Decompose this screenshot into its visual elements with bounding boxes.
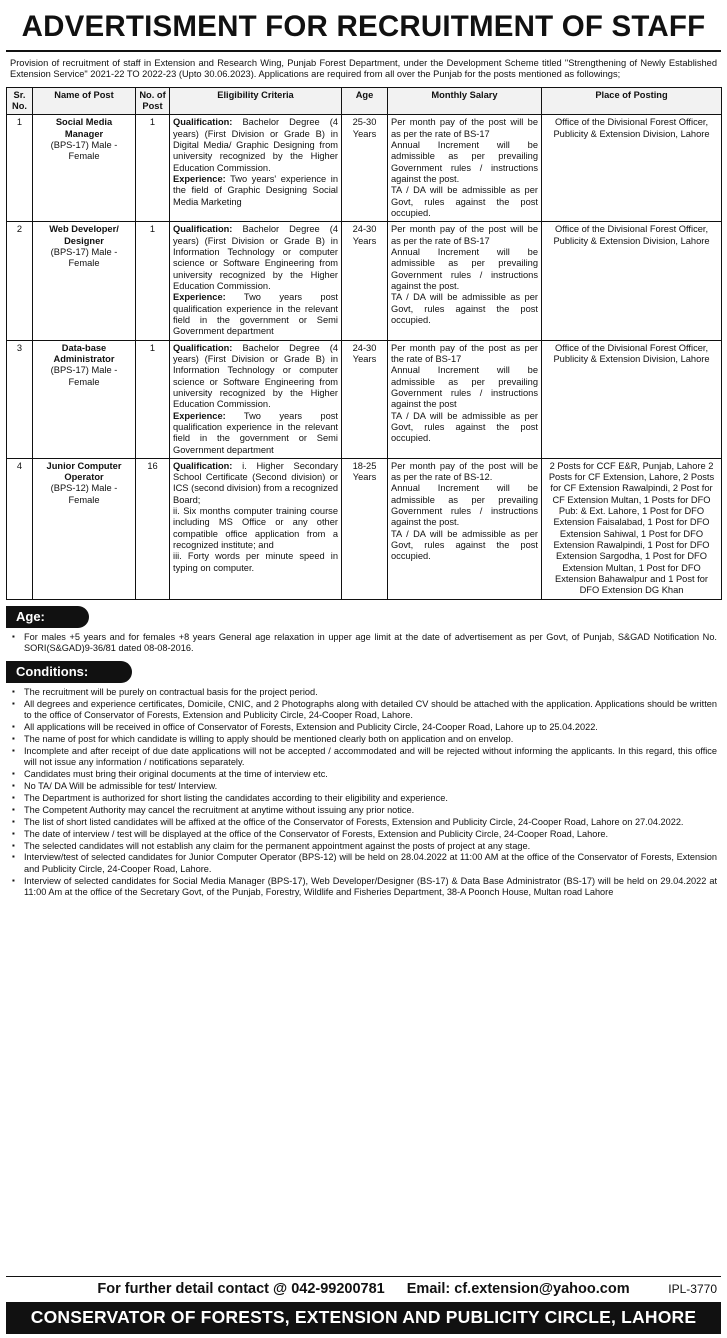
qualification-label: Qualification:	[173, 224, 233, 235]
table-row	[7, 222, 722, 340]
list-item: ▪ Interview of selected candidates for Social Media Manager (BPS-17), Web Developer/Designer (BS-17) & Data Base Administrator (BS-17) will be held on 29.04.2022 at 11:00 Am at the office of the Secretary Govt, of the Punjab, Forestry, Wildlife and Fisheries Department, 38-A Poonch House, Multan road Lahore	[10, 876, 717, 899]
footer-banner: CONSERVATOR OF FORESTS, EXTENSION AND PUBLICITY CIRCLE, LAHORE	[6, 1302, 721, 1334]
salary-cell	[388, 458, 542, 599]
table-header-row	[7, 87, 722, 115]
eligibility-cell	[170, 115, 342, 222]
experience-label: Experience:	[173, 410, 226, 421]
list-item: ▪ The list of short listed candidates will be affixed at the office of the Conservator of Forests, Extension and Publicity Circle, 24-Cooper Road, Lahore on 27.04.2022.	[10, 817, 717, 828]
post-name: Data-base Administrator	[53, 342, 115, 364]
salary-ta-da: TA / DA will be admissible as per Govt, rules against the post occupied.	[391, 185, 538, 218]
header-name-of-post: Name of Post	[33, 87, 136, 115]
post-scale: (BPS-17) Male - Female	[50, 365, 118, 387]
qualification-item-i: i. Higher Secondary School Certificate (Second division) or ICS (second division) from a recognized Board;	[173, 460, 338, 505]
age-cell: 25-30 Years	[342, 115, 388, 222]
sr-cell: 1	[7, 115, 33, 222]
list-item: ▪ All applications will be received in office of Conservator of Forests, Extension and Publicity Circle, 24-Cooper Road, Lahore up to 25.04.2022.	[10, 722, 717, 733]
salary-cell	[388, 115, 542, 222]
contact-row	[6, 1276, 721, 1302]
table-row	[7, 340, 722, 458]
age-cell: 24-30 Years	[342, 222, 388, 340]
post-name: Web Developer/ Designer	[49, 224, 119, 246]
qualification-item-iii: iii. Forty words per minute speed in typing on computer.	[173, 551, 338, 573]
contact-phone: For further detail contact @ 042-99200781	[97, 1280, 385, 1297]
post-name: Social Media Manager	[55, 117, 113, 139]
header-no-of-post: No. of Post	[136, 87, 170, 115]
list-item: ▪ The date of interview / test will be displayed at the office of the Conservator of Forests, Extension and Publicity Circle, 24-Cooper Road, Lahore.	[10, 829, 717, 840]
salary-cell	[388, 340, 542, 458]
header-age: Age	[342, 87, 388, 115]
intro-paragraph: Provision of recruitment of staff in Extension and Research Wing, Punjab Forest Department, under the Development Scheme titled "Strengthening of Newly Established Extension Service" 2021-22 TO 2022-23 (Upto 30.06.2023). Applications are required from all over the Punjab for the posts mentioned as followings;	[10, 58, 717, 80]
experience-text: Two years' experience in the field of Graphic Designing Social Media Marketing	[173, 173, 338, 207]
reference-number: IPL-3770	[668, 1282, 717, 1297]
list-item: ▪ The name of post for which candidate is willing to apply should be mentioned clearly both on application and on envelop.	[10, 734, 717, 745]
salary-pay: Per month pay of the post as per the rate of BS-17	[391, 342, 538, 364]
qualification-label: Qualification:	[173, 117, 233, 128]
post-name-cell	[33, 458, 136, 599]
eligibility-cell	[170, 458, 342, 599]
salary-increment: Annual Increment will be admissible as per prevailing Government rules / instructions against the post.	[391, 483, 538, 528]
header-sr-no: Sr. No.	[7, 87, 33, 115]
post-name-cell	[33, 222, 136, 340]
experience-text: Two years post qualification experience in the relevant field in the government or Semi Government department	[173, 292, 338, 337]
experience-text: Two years post qualification experience in the relevant field in the government or Semi Government department	[173, 410, 338, 455]
post-count-cell: 1	[136, 222, 170, 340]
sr-cell: 4	[7, 458, 33, 599]
list-item: ▪ The Competent Authority may cancel the recruitment at anytime without issuing any prior notice.	[10, 805, 717, 816]
page-title: ADVERTISMENT FOR RECRUITMENT OF STAFF	[6, 4, 721, 52]
list-item: ▪ Interview/test of selected candidates for Junior Computer Operator (BPS-12) will be held on 28.04.2022 at 11:00 AM at the office of the Conservator of Forests, Extension and Publicity Circle, 24-Cooper Road, Lahore.	[10, 852, 717, 875]
conditions-list	[6, 683, 721, 899]
qualification-label: Qualification:	[173, 460, 233, 471]
post-scale: (BPS-17) Male - Female	[50, 139, 118, 162]
post-name-cell	[33, 340, 136, 458]
sr-cell: 3	[7, 340, 33, 458]
list-item: ▪ For males +5 years and for females +8 years General age relaxation in upper age limit at the date of advertisement as per Govt, of Punjab, S&GAD Notification No. SORI(S&GAD)9-36/81 dated 08-08-2016.	[10, 632, 717, 655]
salary-pay: Per month pay of the post will be as per the rate of BS-17	[391, 117, 538, 139]
qualification-text: Bachelor Degree (4 years) (First Division or Grade B) in Information Technology or computer science or Software Engineering from university recognized by the Higher Education Commission.	[173, 224, 338, 291]
place-of-posting-cell: 2 Posts for CCF E&R, Punjab, Lahore 2 Posts for CF Extension, Lahore, 2 Posts for CF Extension Rawalpindi, 2 Post for CF Extension Multan, 1 Posts for DFO Pub: & Ext. Lahore, 1 Post for DFO Extension Faisalabad, 1 Post for DFO Extension Sahiwal, 1 Post for DFO Extension Rawalpindi, 1 Post for DFO Extension Sargodha, 1 Post for DFO Extension Multan, 1 Post for DFO Extension Bahawalpur and 1 Post for DFO Extension DG Khan	[542, 458, 722, 599]
place-of-posting-cell: Office of the Divisional Forest Officer, Publicity & Extension Division, Lahore	[542, 115, 722, 222]
salary-cell	[388, 222, 542, 340]
eligibility-cell	[170, 222, 342, 340]
salary-pay: Per month pay of the post will be as per the rate of BS-17	[391, 224, 538, 246]
posts-table	[6, 87, 722, 600]
header-monthly-salary: Monthly Salary	[388, 87, 542, 115]
qualification-text: Bachelor Degree (4 years) (First Division or Grade B) in Information Technology or computer science or Software Engineering from university recognized by the Higher Education Commission.	[173, 342, 338, 410]
post-scale: (BPS-17) Male - Female	[50, 246, 118, 269]
list-item: ▪ All degrees and experience certificates, Domicile, CNIC, and 2 Photographs along with detailed CV should be attached with the application. Applications should be written to the office of Conservator of Forests, Extension and Publicity Circle, 24-Cooper Road, Lahore.	[10, 699, 717, 722]
contact-email: Email: cf.extension@yahoo.com	[406, 1280, 630, 1297]
age-section-heading: Age:	[6, 606, 89, 628]
post-count-cell: 1	[136, 340, 170, 458]
list-item: ▪ The Department is authorized for short listing the candidates according to their eligibility and experience.	[10, 793, 717, 804]
qualification-item-ii: ii. Six months computer training course including MS Office or any other compatible office application from a recognized institute; and	[173, 506, 338, 551]
age-list	[6, 628, 721, 655]
table-row	[7, 458, 722, 599]
salary-ta-da: TA / DA will be admissible as per Govt, rules against the post occupied.	[391, 410, 538, 444]
age-cell: 24-30 Years	[342, 340, 388, 458]
eligibility-cell	[170, 340, 342, 458]
salary-increment: Annual Increment will be admissible as per prevailing Government rules / instructions against the post	[391, 365, 538, 410]
salary-ta-da: TA / DA will be admissible as per Govt, rules against the post occupied.	[391, 528, 538, 562]
salary-increment: Annual Increment will be admissible as per prevailing Government rules / instructions against the post.	[391, 246, 538, 291]
sr-cell: 2	[7, 222, 33, 340]
post-count-cell: 16	[136, 458, 170, 599]
list-item: ▪ The recruitment will be purely on contractual basis for the project period.	[10, 687, 717, 698]
qualification-label: Qualification:	[173, 342, 233, 353]
place-of-posting-cell: Office of the Divisional Forest Officer, Publicity & Extension Division, Lahore	[542, 222, 722, 340]
age-cell: 18-25 Years	[342, 458, 388, 599]
salary-pay: Per month pay of the post will be as per the rate of BS-12.	[391, 460, 538, 483]
list-item: ▪ No TA/ DA Will be admissible for test/ Interview.	[10, 781, 717, 792]
header-eligibility-criteria: Eligibility Criteria	[170, 87, 342, 115]
list-item: ▪ Incomplete and after receipt of due date applications will not be accepted / accommodated and will be rejected without informing the applicants. In this regard, this office will not issue any information / notifications separately.	[10, 746, 717, 769]
experience-label: Experience:	[173, 173, 226, 184]
table-row	[7, 115, 722, 222]
salary-increment: Annual Increment will be admissible as per prevailing Government rules / instructions against the post.	[391, 139, 538, 184]
experience-label: Experience:	[173, 292, 226, 303]
list-item: ▪ The selected candidates will not establish any claim for the permanent appointment against the posts of project at any stage.	[10, 841, 717, 852]
qualification-text: Bachelor Degree (4 years) (First Division or Grade B) in Digital Media/ Graphic Designing from university recognized by the Higher Education Commission.	[173, 117, 338, 173]
post-count-cell: 1	[136, 115, 170, 222]
list-item: ▪ Candidates must bring their original documents at the time of interview etc.	[10, 769, 717, 780]
salary-ta-da: TA / DA will be admissible as per Govt, rules against the post occupied.	[391, 292, 538, 325]
post-scale: (BPS-12) Male - Female	[50, 483, 118, 505]
post-name: Junior Computer Operator	[46, 460, 122, 483]
conditions-section-heading: Conditions:	[6, 661, 132, 683]
header-place-of-posting: Place of Posting	[542, 87, 722, 115]
post-name-cell	[33, 115, 136, 222]
place-of-posting-cell: Office of the Divisional Forest Officer, Publicity & Extension Division, Lahore	[542, 340, 722, 458]
